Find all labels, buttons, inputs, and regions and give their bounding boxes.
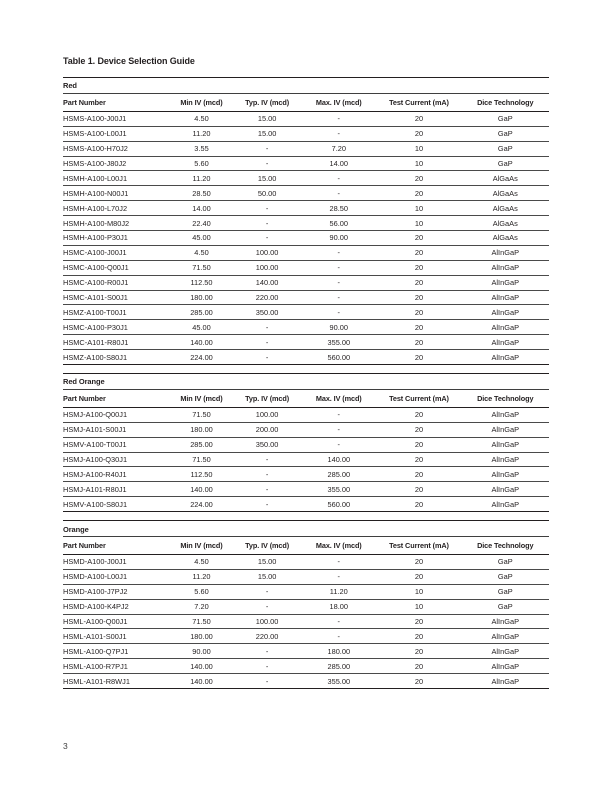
table-cell: 224.00 xyxy=(170,497,233,512)
table-cell: 20 xyxy=(376,290,461,305)
table-cell: AlInGaP xyxy=(461,320,549,335)
table-cell: 11.20 xyxy=(301,584,376,599)
table-row xyxy=(63,467,549,482)
column-header: Typ. IV (mcd) xyxy=(233,537,301,555)
table-cell: - xyxy=(233,644,301,659)
table-cell: 20 xyxy=(376,407,461,422)
table-cell: - xyxy=(301,111,376,126)
part-number-cell: HSMV-A100-T00J1 xyxy=(63,437,170,452)
table-cell: 71.50 xyxy=(170,260,233,275)
table-row xyxy=(63,290,549,305)
column-header: Max. IV (mcd) xyxy=(301,390,376,408)
part-number-cell: HSMC-A100-R00J1 xyxy=(63,275,170,290)
table-cell: GaP xyxy=(461,555,549,570)
table-cell: - xyxy=(233,156,301,171)
table-cell: 20 xyxy=(376,555,461,570)
table-body xyxy=(63,111,549,364)
table-title: Table 1. Device Selection Guide xyxy=(63,56,195,66)
table-cell: 350.00 xyxy=(233,305,301,320)
table-cell: 140.00 xyxy=(170,674,233,689)
part-number-cell: HSMJ-A100-R40J1 xyxy=(63,467,170,482)
table-cell: 140.00 xyxy=(233,275,301,290)
page-content xyxy=(63,0,549,689)
table-cell: 11.20 xyxy=(170,569,233,584)
table-cell: 20 xyxy=(376,320,461,335)
table-cell: 20 xyxy=(376,171,461,186)
table-cell: 112.50 xyxy=(170,275,233,290)
table-cell: - xyxy=(301,171,376,186)
table-cell: AlInGaP xyxy=(461,335,549,350)
column-header: Typ. IV (mcd) xyxy=(233,390,301,408)
table-row xyxy=(63,320,549,335)
column-header: Min IV (mcd) xyxy=(170,390,233,408)
table-cell: - xyxy=(301,186,376,201)
table-cell: 10 xyxy=(376,156,461,171)
table-cell: - xyxy=(301,422,376,437)
table-cell: 220.00 xyxy=(233,290,301,305)
table-row xyxy=(63,111,549,126)
part-number-cell: HSML-A100-Q00J1 xyxy=(63,614,170,629)
table-row xyxy=(63,171,549,186)
table-cell: 10 xyxy=(376,584,461,599)
table-cell: 5.60 xyxy=(170,584,233,599)
part-number-cell: HSMJ-A101-R80J1 xyxy=(63,482,170,497)
table-cell: 20 xyxy=(376,629,461,644)
table-cell: - xyxy=(233,320,301,335)
table-cell: - xyxy=(233,482,301,497)
table-cell: - xyxy=(301,305,376,320)
table-row xyxy=(63,674,549,689)
table-row xyxy=(63,584,549,599)
table-cell: 350.00 xyxy=(233,437,301,452)
table-row xyxy=(63,186,549,201)
table-cell: 15.00 xyxy=(233,126,301,141)
table-cell: 5.60 xyxy=(170,156,233,171)
table-cell: AlInGaP xyxy=(461,497,549,512)
table-cell: 3.55 xyxy=(170,141,233,156)
table-cell: AlInGaP xyxy=(461,614,549,629)
part-number-cell: HSMH-A100-L00J1 xyxy=(63,171,170,186)
table-row xyxy=(63,141,549,156)
table-cell: 20 xyxy=(376,260,461,275)
table-cell: 20 xyxy=(376,467,461,482)
part-number-cell: HSML-A100-Q7PJ1 xyxy=(63,644,170,659)
table-cell: 180.00 xyxy=(170,629,233,644)
table-cell: 18.00 xyxy=(301,599,376,614)
table-cell: AlInGaP xyxy=(461,260,549,275)
table-cell: - xyxy=(301,555,376,570)
table-cell: 11.20 xyxy=(170,126,233,141)
table-cell: AlInGaP xyxy=(461,629,549,644)
table-row xyxy=(63,305,549,320)
table-cell: 20 xyxy=(376,437,461,452)
table-cell: AlInGaP xyxy=(461,407,549,422)
table-row xyxy=(63,126,549,141)
part-number-cell: HSMZ-A100-S80J1 xyxy=(63,350,170,365)
part-number-cell: HSMV-A100-S80J1 xyxy=(63,497,170,512)
table-cell: AlInGaP xyxy=(461,350,549,365)
table-cell: 180.00 xyxy=(301,644,376,659)
part-number-cell: HSMD-A100-L00J1 xyxy=(63,569,170,584)
table-row xyxy=(63,275,549,290)
table-cell: 20 xyxy=(376,126,461,141)
part-number-cell: HSMH-A100-P30J1 xyxy=(63,231,170,246)
part-number-cell: HSMD-A100-J00J1 xyxy=(63,555,170,570)
table-cell: - xyxy=(233,231,301,246)
column-header: Part Number xyxy=(63,537,170,555)
part-number-cell: HSMH-A100-N00J1 xyxy=(63,186,170,201)
table-cell: AlInGaP xyxy=(461,290,549,305)
table-cell: 20 xyxy=(376,497,461,512)
part-number-cell: HSMC-A100-J00J1 xyxy=(63,245,170,260)
table-cell: 15.00 xyxy=(233,171,301,186)
table-row xyxy=(63,422,549,437)
part-number-cell: HSMC-A101-S00J1 xyxy=(63,290,170,305)
table-cell: 10 xyxy=(376,599,461,614)
table-cell: - xyxy=(301,260,376,275)
table-cell: 285.00 xyxy=(170,437,233,452)
part-number-cell: HSMH-A100-M80J2 xyxy=(63,216,170,231)
table-row xyxy=(63,599,549,614)
table-cell: 71.50 xyxy=(170,614,233,629)
table-row xyxy=(63,555,549,570)
table-row xyxy=(63,452,549,467)
device-table-red-orange xyxy=(63,373,549,512)
table-cell: - xyxy=(233,452,301,467)
table-body xyxy=(63,555,549,689)
table-cell: 20 xyxy=(376,305,461,320)
table-cell: AlInGaP xyxy=(461,452,549,467)
table-cell: - xyxy=(301,437,376,452)
table-cell: AlInGaP xyxy=(461,422,549,437)
table-row xyxy=(63,644,549,659)
table-cell: 20 xyxy=(376,335,461,350)
table-cell: 15.00 xyxy=(233,569,301,584)
table-cell: GaP xyxy=(461,599,549,614)
table-cell: 100.00 xyxy=(233,260,301,275)
table-cell: 180.00 xyxy=(170,422,233,437)
table-cell: - xyxy=(233,497,301,512)
table-cell: 22.40 xyxy=(170,216,233,231)
table-cell: 20 xyxy=(376,614,461,629)
table-cell: AlInGaP xyxy=(461,437,549,452)
part-number-cell: HSMZ-A100-T00J1 xyxy=(63,305,170,320)
table-cell: 20 xyxy=(376,422,461,437)
category-label: Orange xyxy=(63,521,549,537)
table-cell: - xyxy=(233,674,301,689)
table-cell: 20 xyxy=(376,350,461,365)
table-cell: 50.00 xyxy=(233,186,301,201)
table-cell: 140.00 xyxy=(301,452,376,467)
table-cell: 560.00 xyxy=(301,350,376,365)
device-table-orange xyxy=(63,520,549,689)
table-cell: 10 xyxy=(376,201,461,216)
table-cell: 11.20 xyxy=(170,171,233,186)
column-header: Test Current (mA) xyxy=(376,390,461,408)
table-cell: 100.00 xyxy=(233,614,301,629)
column-header: Part Number xyxy=(63,390,170,408)
table-cell: - xyxy=(233,584,301,599)
category-row xyxy=(63,374,549,390)
table-cell: 100.00 xyxy=(233,407,301,422)
table-cell: 20 xyxy=(376,231,461,246)
table-cell: - xyxy=(233,599,301,614)
table-cell: 20 xyxy=(376,452,461,467)
table-cell: GaP xyxy=(461,141,549,156)
table-cell: - xyxy=(301,614,376,629)
table-cell: 200.00 xyxy=(233,422,301,437)
table-cell: - xyxy=(301,569,376,584)
table-cell: 100.00 xyxy=(233,245,301,260)
table-row xyxy=(63,201,549,216)
table-cell: AlInGaP xyxy=(461,245,549,260)
column-header: Dice Technology xyxy=(461,390,549,408)
table-cell: - xyxy=(233,350,301,365)
table-cell: AlGaAs xyxy=(461,201,549,216)
table-cell: 20 xyxy=(376,111,461,126)
table-cell: - xyxy=(233,467,301,482)
table-cell: AlInGaP xyxy=(461,644,549,659)
table-cell: 140.00 xyxy=(170,659,233,674)
table-cell: AlInGaP xyxy=(461,482,549,497)
part-number-cell: HSMS-A100-H70J2 xyxy=(63,141,170,156)
column-header: Min IV (mcd) xyxy=(170,94,233,112)
table-cell: 355.00 xyxy=(301,335,376,350)
table-cell: 4.50 xyxy=(170,111,233,126)
table-cell: 140.00 xyxy=(170,335,233,350)
part-number-cell: HSMC-A100-P30J1 xyxy=(63,320,170,335)
table-cell: 285.00 xyxy=(301,659,376,674)
table-cell: 7.20 xyxy=(170,599,233,614)
table-cell: - xyxy=(233,335,301,350)
table-row xyxy=(63,437,549,452)
table-row xyxy=(63,482,549,497)
page-number: 3 xyxy=(63,741,68,751)
table-cell: 355.00 xyxy=(301,674,376,689)
column-header-row xyxy=(63,537,549,555)
table-cell: 220.00 xyxy=(233,629,301,644)
table-cell: - xyxy=(301,245,376,260)
table-cell: - xyxy=(233,141,301,156)
column-header: Test Current (mA) xyxy=(376,94,461,112)
table-cell: 90.00 xyxy=(170,644,233,659)
column-header: Max. IV (mcd) xyxy=(301,537,376,555)
table-cell: AlInGaP xyxy=(461,467,549,482)
part-number-cell: HSMD-A100-K4PJ2 xyxy=(63,599,170,614)
table-cell: 45.00 xyxy=(170,231,233,246)
part-number-cell: HSML-A101-R8WJ1 xyxy=(63,674,170,689)
table-row xyxy=(63,614,549,629)
table-cell: 20 xyxy=(376,674,461,689)
table-cell: GaP xyxy=(461,156,549,171)
table-cell: 56.00 xyxy=(301,216,376,231)
table-cell: 285.00 xyxy=(170,305,233,320)
table-cell: GaP xyxy=(461,111,549,126)
table-cell: AlGaAs xyxy=(461,186,549,201)
table-cell: - xyxy=(233,216,301,231)
table-cell: 180.00 xyxy=(170,290,233,305)
table-row xyxy=(63,350,549,365)
table-cell: 4.50 xyxy=(170,555,233,570)
table-row xyxy=(63,335,549,350)
category-row xyxy=(63,78,549,94)
table-cell: 10 xyxy=(376,141,461,156)
table-cell: 4.50 xyxy=(170,245,233,260)
column-header: Dice Technology xyxy=(461,94,549,112)
table-cell: 20 xyxy=(376,275,461,290)
column-header: Dice Technology xyxy=(461,537,549,555)
category-row xyxy=(63,521,549,537)
column-header: Typ. IV (mcd) xyxy=(233,94,301,112)
table-cell: AlGaAs xyxy=(461,171,549,186)
table-row xyxy=(63,569,549,584)
table-cell: 355.00 xyxy=(301,482,376,497)
table-cell: 15.00 xyxy=(233,111,301,126)
table-cell: 14.00 xyxy=(170,201,233,216)
table-cell: 71.50 xyxy=(170,452,233,467)
table-cell: 20 xyxy=(376,644,461,659)
column-header: Part Number xyxy=(63,94,170,112)
part-number-cell: HSMC-A100-Q00J1 xyxy=(63,260,170,275)
table-cell: 560.00 xyxy=(301,497,376,512)
part-number-cell: HSMJ-A100-Q30J1 xyxy=(63,452,170,467)
table-cell: 20 xyxy=(376,569,461,584)
table-cell: GaP xyxy=(461,584,549,599)
table-row xyxy=(63,260,549,275)
table-cell: 28.50 xyxy=(301,201,376,216)
table-cell: 90.00 xyxy=(301,320,376,335)
part-number-cell: HSMD-A100-J7PJ2 xyxy=(63,584,170,599)
table-cell: - xyxy=(301,275,376,290)
table-row xyxy=(63,156,549,171)
table-row xyxy=(63,407,549,422)
category-label: Red Orange xyxy=(63,374,549,390)
table-cell: - xyxy=(233,201,301,216)
part-number-cell: HSMC-A101-R80J1 xyxy=(63,335,170,350)
table-cell: 20 xyxy=(376,482,461,497)
table-cell: - xyxy=(233,659,301,674)
table-cell: - xyxy=(301,126,376,141)
part-number-cell: HSML-A101-S00J1 xyxy=(63,629,170,644)
column-header: Max. IV (mcd) xyxy=(301,94,376,112)
table-cell: AlInGaP xyxy=(461,659,549,674)
table-cell: 140.00 xyxy=(170,482,233,497)
table-row xyxy=(63,497,549,512)
part-number-cell: HSMJ-A101-S00J1 xyxy=(63,422,170,437)
table-cell: 71.50 xyxy=(170,407,233,422)
table-cell: 14.00 xyxy=(301,156,376,171)
table-cell: AlInGaP xyxy=(461,275,549,290)
table-cell: 15.00 xyxy=(233,555,301,570)
table-cell: 20 xyxy=(376,659,461,674)
part-number-cell: HSMH-A100-L70J2 xyxy=(63,201,170,216)
column-header: Test Current (mA) xyxy=(376,537,461,555)
table-cell: AlInGaP xyxy=(461,674,549,689)
table-cell: 45.00 xyxy=(170,320,233,335)
category-label: Red xyxy=(63,78,549,94)
table-row xyxy=(63,659,549,674)
table-cell: - xyxy=(301,629,376,644)
column-header-row xyxy=(63,94,549,112)
table-row xyxy=(63,629,549,644)
table-cell: - xyxy=(301,290,376,305)
part-number-cell: HSML-A100-R7PJ1 xyxy=(63,659,170,674)
part-number-cell: HSMJ-A100-Q00J1 xyxy=(63,407,170,422)
column-header: Min IV (mcd) xyxy=(170,537,233,555)
part-number-cell: HSMS-A100-L00J1 xyxy=(63,126,170,141)
table-cell: - xyxy=(301,407,376,422)
part-number-cell: HSMS-A100-J80J2 xyxy=(63,156,170,171)
table-row xyxy=(63,231,549,246)
table-cell: 20 xyxy=(376,186,461,201)
table-cell: GaP xyxy=(461,569,549,584)
table-cell: AlInGaP xyxy=(461,305,549,320)
column-header-row xyxy=(63,390,549,408)
table-cell: 112.50 xyxy=(170,467,233,482)
table-cell: 7.20 xyxy=(301,141,376,156)
table-cell: 20 xyxy=(376,245,461,260)
table-body xyxy=(63,407,549,511)
part-number-cell: HSMS-A100-J00J1 xyxy=(63,111,170,126)
table-cell: AlGaAs xyxy=(461,216,549,231)
table-cell: GaP xyxy=(461,126,549,141)
table-cell: AlGaAs xyxy=(461,231,549,246)
table-row xyxy=(63,216,549,231)
table-cell: 285.00 xyxy=(301,467,376,482)
table-cell: 90.00 xyxy=(301,231,376,246)
table-cell: 10 xyxy=(376,216,461,231)
table-cell: 28.50 xyxy=(170,186,233,201)
table-row xyxy=(63,245,549,260)
device-table-red xyxy=(63,77,549,365)
table-cell: 224.00 xyxy=(170,350,233,365)
